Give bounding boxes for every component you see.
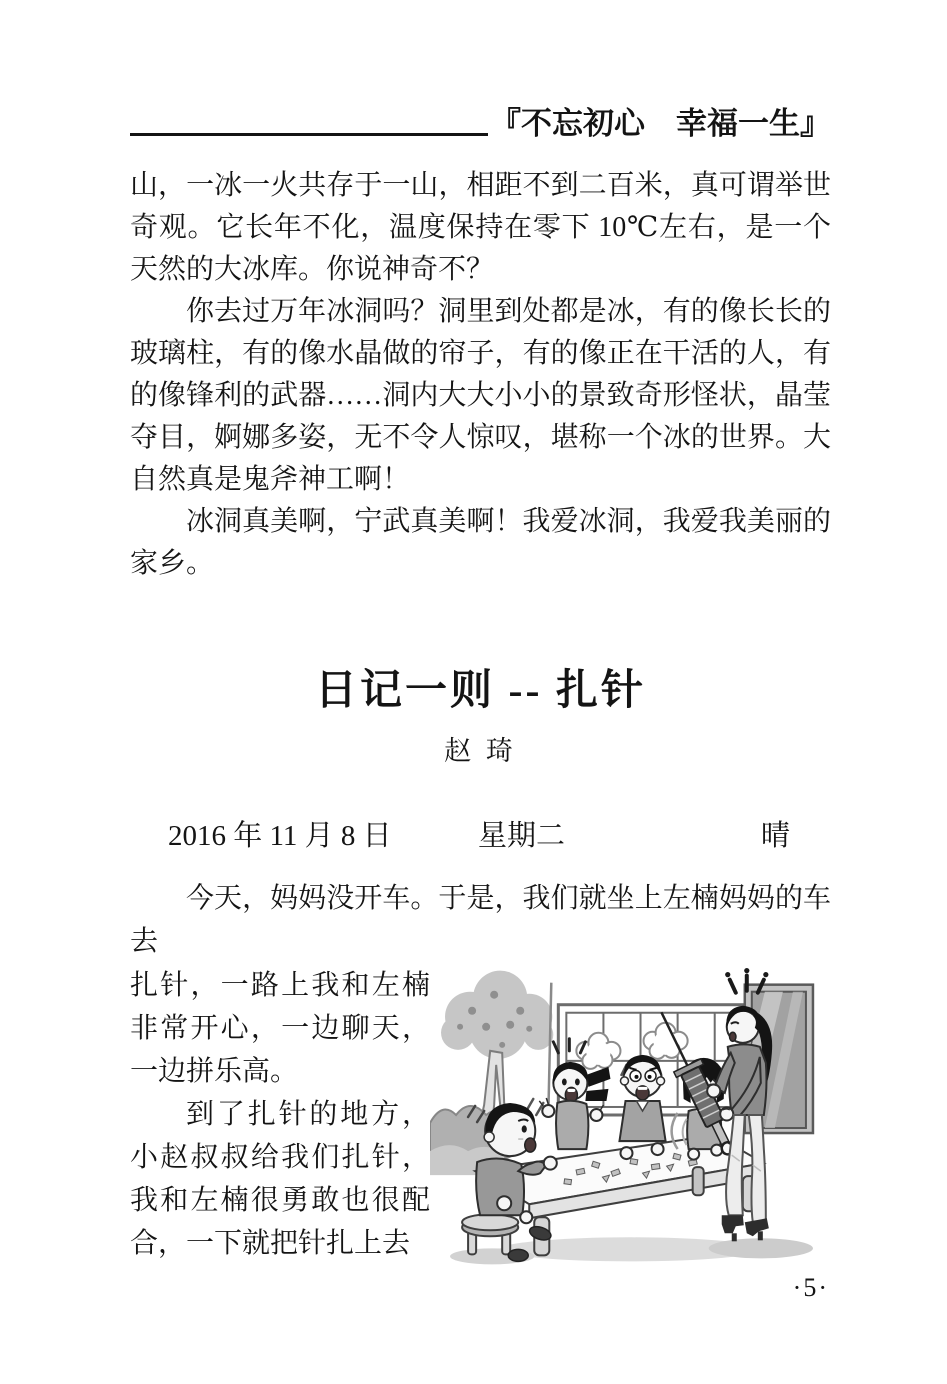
diary-date: 2016 年 11 月 8 日: [168, 820, 392, 852]
diary-author: 赵 琦: [444, 736, 517, 766]
wall-edge: [548, 983, 551, 1115]
diary-date-row: [130, 815, 831, 857]
diary-text-column: [130, 964, 430, 1268]
essay-paragraph: 你去过万年冰洞吗？洞里到处都是冰，有的像长长的玻璃柱，有的像水晶做的帘子，有的像正在干活的人，有的像锋利的武器……洞内大大小小的景致奇形怪状，晶莹夺目，婀娜多姿，无不令人惊叹，堪称一个冰的世界。大自然真是鬼斧神工啊！: [130, 296, 831, 495]
diary-paragraph: 扎针，一路上我和左楠非常开心，一边聊天，一边拼乐高。: [130, 970, 430, 1087]
essay-paragraph: 冰洞真美啊，宁武真美啊！我爱冰洞，我爱我美丽的家乡。: [130, 506, 831, 579]
essay-paragraph: 山，一冰一火共存于一山，相距不到二百米，真可谓举世奇观。它长年不化，温度保持在零下 10℃左右，是一个天然的大冰库。你说神奇不？: [130, 170, 831, 285]
diary-body: [130, 964, 831, 1268]
diary-weekday: 星期二: [478, 820, 566, 852]
stool: [462, 1214, 518, 1254]
page-number: ·5·: [792, 1273, 829, 1302]
header-motto: 『不忘初心 幸福一生』: [490, 106, 831, 141]
injection-cartoon-illustration: [430, 964, 831, 1268]
child-boy-center: [619, 1055, 665, 1159]
diary-paragraph: 到了扎针的地方，小赵叔叔给我们扎针，我和左楠很勇敢也很配合，一下就把针扎上去: [130, 1099, 430, 1259]
page-content: [130, 0, 831, 1304]
diary-title: 日记一则 -- 扎针: [315, 668, 646, 714]
running-header: [130, 0, 831, 144]
diary-weather: 晴: [761, 820, 791, 852]
diary-paragraph-first-line: 今天，妈妈没开车。于是，我们就坐上左楠妈妈的车去: [130, 883, 831, 957]
header-rule: [130, 133, 488, 136]
essay-ice-cave: [130, 165, 831, 585]
